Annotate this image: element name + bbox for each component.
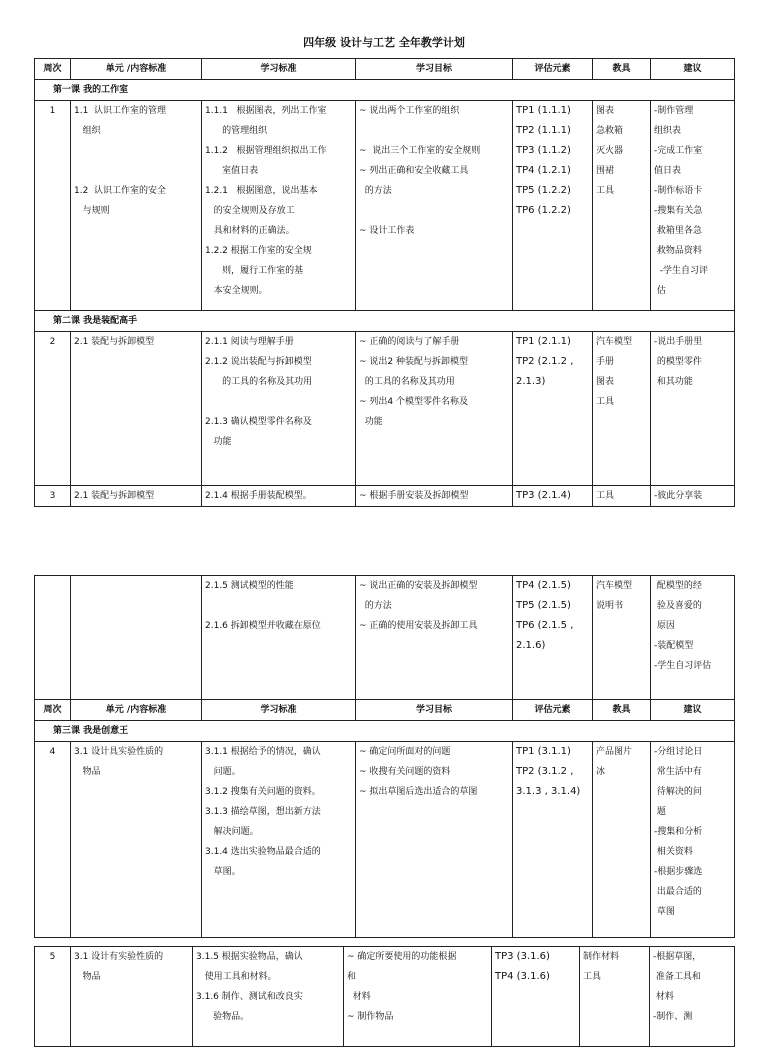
cell-line: 功能 bbox=[359, 417, 383, 427]
cell-line: TP2 (1.1.1) bbox=[516, 125, 571, 136]
week-cell bbox=[35, 576, 71, 700]
cell-line: 工具 bbox=[596, 397, 615, 407]
cell-line: 围裙 bbox=[596, 166, 615, 176]
objective-cell bbox=[344, 947, 492, 1047]
col-standard: 学习标准 bbox=[202, 59, 356, 80]
cell-line: 功能 bbox=[205, 437, 232, 447]
col-unit: 单元 /内容标准 bbox=[71, 700, 202, 721]
cell-line: 产品图片 bbox=[596, 747, 633, 757]
cell-line: 工具 bbox=[596, 186, 615, 196]
cell-line: TP1 (3.1.1) bbox=[516, 746, 571, 757]
objective-cell bbox=[356, 486, 513, 507]
cell-line: 的方法 bbox=[359, 601, 392, 611]
assessment-cell bbox=[513, 101, 593, 311]
col-week: 周次 bbox=[35, 59, 71, 80]
cell-line: TP2 (3.1.2 , bbox=[516, 766, 574, 777]
aid-cell bbox=[580, 947, 650, 1047]
cell-line: ~ 正确的阅读与了解手册 bbox=[359, 337, 460, 347]
aid-cell bbox=[593, 486, 651, 507]
lesson-row bbox=[35, 311, 735, 332]
suggestion-cell bbox=[651, 332, 735, 486]
col-objective: 学习目标 bbox=[356, 59, 513, 80]
cell-line: 急救箱 bbox=[596, 126, 624, 136]
cell-line: 配模型的经 bbox=[654, 581, 702, 591]
cell-line bbox=[74, 161, 198, 181]
cell-line: 的安全规则及存放工 bbox=[205, 206, 295, 216]
assessment-cell bbox=[513, 576, 593, 700]
cell-line: 救箱里各急 bbox=[654, 226, 702, 236]
cell-line: 草图。 bbox=[205, 867, 241, 877]
unit-cell bbox=[71, 947, 193, 1047]
cell-line: ~ 说出正确的安装及拆卸模型 bbox=[359, 581, 478, 591]
cell-line: ~ 确定所要使用的功能根据 bbox=[347, 952, 457, 962]
cell-line: 2.1.2 说出装配与拆卸模型 bbox=[205, 357, 312, 367]
cell-line: 验物品。 bbox=[196, 1012, 250, 1022]
cell-line: -根据草图， bbox=[653, 952, 702, 962]
cell-line: 说明书 bbox=[596, 601, 624, 611]
cell-line: -说出手册里 bbox=[654, 337, 703, 347]
cell-line: 2.1.3) bbox=[516, 376, 546, 387]
lesson-row bbox=[35, 721, 735, 742]
cell-line: TP3 (2.1.4) bbox=[516, 490, 571, 501]
cell-line: 2.1.3 确认模型零件名称及 bbox=[205, 417, 312, 427]
aid-cell bbox=[593, 742, 651, 938]
cell-line: 草图 bbox=[654, 907, 675, 917]
col-suggestion: 建议 bbox=[651, 59, 735, 80]
week-cell: 5 bbox=[35, 947, 71, 1047]
plan-table-2 bbox=[34, 575, 735, 938]
cell-line: 2.1.1 阅读与理解手册 bbox=[205, 337, 294, 347]
cell-line: -搜集和分析 bbox=[654, 827, 703, 837]
table-row bbox=[35, 742, 735, 938]
cell-line: ~ 设计工作表 bbox=[359, 226, 415, 236]
lesson-title: 第三课 我是创意王 bbox=[35, 721, 735, 742]
cell-line: 工具 bbox=[583, 972, 602, 982]
table-row bbox=[35, 101, 735, 311]
cell-line bbox=[74, 141, 198, 161]
cell-line: -分组讨论日 bbox=[654, 747, 703, 757]
cell-line: 问题。 bbox=[205, 767, 241, 777]
cell-line: 的工具的名称及其功用 bbox=[359, 377, 455, 387]
aid-cell bbox=[593, 101, 651, 311]
cell-line: 估 bbox=[654, 286, 666, 296]
cell-line: 具和材料的正确法。 bbox=[205, 226, 295, 236]
aid-cell bbox=[593, 332, 651, 486]
cell-line: 和 bbox=[347, 972, 357, 982]
cell-line: 题 bbox=[654, 807, 666, 817]
cell-line: TP4 (1.2.1) bbox=[516, 165, 571, 176]
cell-line: 1.2 认识工作室的安全 bbox=[74, 186, 167, 196]
cell-line: -学生自习评 bbox=[654, 266, 708, 276]
cell-line: 救物品资料 bbox=[654, 246, 702, 256]
cell-line: ~ 说出两个工作室的组织 bbox=[359, 106, 460, 116]
cell-line: 组织表 bbox=[654, 126, 682, 136]
cell-line: 1.1 认识工作室的管理 bbox=[74, 106, 167, 116]
cell-line: ~ 正确的使用安装及拆卸工具 bbox=[359, 621, 478, 631]
cell-line: -制作标语卡 bbox=[654, 186, 703, 196]
col-teaching-aid: 教具 bbox=[593, 700, 651, 721]
cell-line: 常生活中有 bbox=[654, 767, 702, 777]
cell-line: 2.1.6) bbox=[516, 640, 546, 651]
cell-line: TP6 (1.2.2) bbox=[516, 205, 571, 216]
col-assessment: 评估元素 bbox=[513, 700, 593, 721]
cell-line: 制作材料 bbox=[583, 952, 620, 962]
cell-line: TP1 (1.1.1) bbox=[516, 105, 571, 116]
cell-line: 手册 bbox=[596, 357, 615, 367]
col-standard: 学习标准 bbox=[202, 700, 356, 721]
col-week: 周次 bbox=[35, 700, 71, 721]
cell-line: 1.1.2 根据管理组织拟出工作 bbox=[205, 146, 327, 156]
unit-cell bbox=[71, 332, 202, 486]
standard-cell bbox=[193, 947, 344, 1047]
cell-line: ~ 收搜有关问题的资料 bbox=[359, 767, 451, 777]
assessment-cell bbox=[513, 332, 593, 486]
cell-line: 室值日表 bbox=[205, 166, 259, 176]
standard-cell bbox=[202, 332, 356, 486]
table-row bbox=[35, 576, 735, 700]
cell-line: TP6 (2.1.5 , bbox=[516, 620, 574, 631]
cell-line: -学生自习评估 bbox=[654, 661, 712, 671]
assessment-cell bbox=[492, 947, 580, 1047]
cell-line bbox=[359, 121, 509, 141]
cell-line: ~ 制作物品 bbox=[347, 1012, 394, 1022]
cell-line: 物品 bbox=[74, 972, 101, 982]
cell-line: 1.2.1 根据图意，说出基本 bbox=[205, 186, 318, 196]
suggestion-cell bbox=[651, 576, 735, 700]
unit-cell bbox=[71, 486, 202, 507]
cell-line: 的管理组织 bbox=[205, 126, 268, 136]
cell-line: 组织 bbox=[74, 126, 101, 136]
cell-line: -根据步骤选 bbox=[654, 867, 703, 877]
cell-line: 2.1 装配与拆卸模型 bbox=[74, 491, 155, 501]
suggestion-cell bbox=[651, 742, 735, 938]
cell-line: 2.1.4 根据手册装配模型。 bbox=[205, 491, 312, 501]
cell-line: TP2 (2.1.2 , bbox=[516, 356, 574, 367]
week-cell: 2 bbox=[35, 332, 71, 486]
suggestion-cell bbox=[651, 486, 735, 507]
cell-line: -装配模型 bbox=[654, 641, 694, 651]
unit-cell bbox=[71, 742, 202, 938]
cell-line: ~ 根据手册安装及拆卸模型 bbox=[359, 491, 469, 501]
cell-line: 3.1.3 描绘草图，想出新方法 bbox=[205, 807, 321, 817]
cell-line bbox=[205, 596, 352, 616]
cell-line: 准备工具和 bbox=[653, 972, 701, 982]
cell-line: 2.1.5 测试模型的性能 bbox=[205, 581, 294, 591]
suggestion-cell bbox=[651, 101, 735, 311]
cell-line: 3.1.5 根据实验物品，确认 bbox=[196, 952, 303, 962]
cell-line: 3.1.3 , 3.1.4) bbox=[516, 786, 581, 797]
cell-line: 原因 bbox=[654, 621, 675, 631]
cell-line: 与规则 bbox=[74, 206, 110, 216]
objective-cell bbox=[356, 332, 513, 486]
week-cell: 3 bbox=[35, 486, 71, 507]
cell-line: 1.1.1 根据图表，列出工作室 bbox=[205, 106, 327, 116]
table-row bbox=[35, 486, 735, 507]
cell-line: -完成工作室 bbox=[654, 146, 703, 156]
cell-line: -搜集有关急 bbox=[654, 206, 703, 216]
document-title: 四年级 设计与工艺 全年教学计划 bbox=[303, 36, 465, 49]
cell-line bbox=[205, 392, 352, 412]
plan-table-1 bbox=[34, 58, 735, 507]
objective-cell bbox=[356, 101, 513, 311]
cell-line: 验及喜爱的 bbox=[654, 601, 702, 611]
cell-line bbox=[359, 201, 509, 221]
cell-line: 汽车模型 bbox=[596, 581, 633, 591]
aid-cell bbox=[593, 576, 651, 700]
cell-line: ~ 拟出草图后选出适合的草图 bbox=[359, 787, 478, 797]
standard-cell bbox=[202, 576, 356, 700]
cell-line: ~ 列出4 个模型零件名称及 bbox=[359, 397, 468, 407]
cell-line: 3.1.1 根据给予的情况，确认 bbox=[205, 747, 321, 757]
cell-line: 冰 bbox=[596, 767, 606, 777]
cell-line: 灭火器 bbox=[596, 146, 624, 156]
week-cell: 4 bbox=[35, 742, 71, 938]
cell-line: TP5 (1.2.2) bbox=[516, 185, 571, 196]
standard-cell bbox=[202, 742, 356, 938]
cell-line: -制作、测 bbox=[653, 1012, 693, 1022]
cell-line: 1.2.2 根据工作室的安全规 bbox=[205, 246, 312, 256]
cell-line: 3.1.6 制作、测试和改良实 bbox=[196, 992, 303, 1002]
cell-line: 物品 bbox=[74, 767, 101, 777]
cell-line: 3.1 设计有实验性质的 bbox=[74, 952, 164, 962]
cell-line: 的工具的名称及其功用 bbox=[205, 377, 313, 387]
cell-line: 使用工具和材料。 bbox=[196, 972, 277, 982]
cell-line: 解决问题。 bbox=[205, 827, 259, 837]
cell-line: TP4 (2.1.5) bbox=[516, 580, 571, 591]
cell-line: 3.1.2 搜集有关问题的资料。 bbox=[205, 787, 321, 797]
cell-line: 材料 bbox=[653, 992, 674, 1002]
cell-line: ~ 列出正确和安全收藏工具 bbox=[359, 166, 469, 176]
cell-line: TP4 (3.1.6) bbox=[495, 971, 550, 982]
cell-line: ~ 确定问所面对的问题 bbox=[359, 747, 451, 757]
lesson-row bbox=[35, 80, 735, 101]
cell-line: 2.1.6 拆卸模型并收藏在原位 bbox=[205, 621, 321, 631]
suggestion-cell bbox=[650, 947, 735, 1047]
cell-line: 的方法 bbox=[359, 186, 392, 196]
cell-line: ~ 说出2 种装配与拆卸模型 bbox=[359, 357, 468, 367]
col-unit: 单元 /内容标准 bbox=[71, 59, 202, 80]
cell-line: TP3 (1.1.2) bbox=[516, 145, 571, 156]
cell-line: 的模型零件 bbox=[654, 357, 702, 367]
lesson-title: 第二课 我是装配高手 bbox=[35, 311, 735, 332]
cell-line: 2.1 装配与拆卸模型 bbox=[74, 337, 155, 347]
col-suggestion: 建议 bbox=[651, 700, 735, 721]
standard-cell bbox=[202, 486, 356, 507]
standard-cell bbox=[202, 101, 356, 311]
cell-line: 本安全规则。 bbox=[205, 286, 268, 296]
col-teaching-aid: 教具 bbox=[593, 59, 651, 80]
header-row bbox=[35, 700, 735, 721]
cell-line: 工具 bbox=[596, 491, 615, 501]
table-row bbox=[35, 332, 735, 486]
cell-line: 图表 bbox=[596, 106, 615, 116]
cell-line: 和其功能 bbox=[654, 377, 693, 387]
cell-line: 相关资料 bbox=[654, 847, 693, 857]
cell-line: 出最合适的 bbox=[654, 887, 702, 897]
cell-line: TP3 (3.1.6) bbox=[495, 951, 550, 962]
col-objective: 学习目标 bbox=[356, 700, 513, 721]
cell-line: TP1 (2.1.1) bbox=[516, 336, 571, 347]
cell-line: 3.1 设计具实验性质的 bbox=[74, 747, 164, 757]
assessment-cell bbox=[513, 742, 593, 938]
cell-line: 3.1.4 选出实验物品最合适的 bbox=[205, 847, 321, 857]
cell-line: 则，履行工作室的基 bbox=[205, 266, 304, 276]
objective-cell bbox=[356, 742, 513, 938]
unit-cell bbox=[71, 101, 202, 311]
cell-line: 材料 bbox=[347, 992, 371, 1002]
lesson-title: 第一课 我的工作室 bbox=[35, 80, 735, 101]
table-row bbox=[35, 947, 735, 1047]
week-cell: 1 bbox=[35, 101, 71, 311]
cell-line: 汽车模型 bbox=[596, 337, 633, 347]
cell-line: 图表 bbox=[596, 377, 615, 387]
plan-table-3 bbox=[34, 946, 735, 1047]
cell-line: ~ 说出三个工作室的安全规则 bbox=[359, 146, 481, 156]
col-assessment: 评估元素 bbox=[513, 59, 593, 80]
cell-line: 待解决的问 bbox=[654, 787, 702, 797]
cell-line: TP5 (2.1.5) bbox=[516, 600, 571, 611]
cell-line: -制作管理 bbox=[654, 106, 694, 116]
objective-cell bbox=[356, 576, 513, 700]
cell-line: -彼此分享装 bbox=[654, 491, 703, 501]
unit-cell bbox=[71, 576, 202, 700]
header-row bbox=[35, 59, 735, 80]
assessment-cell bbox=[513, 486, 593, 507]
cell-line: 值日表 bbox=[654, 166, 682, 176]
